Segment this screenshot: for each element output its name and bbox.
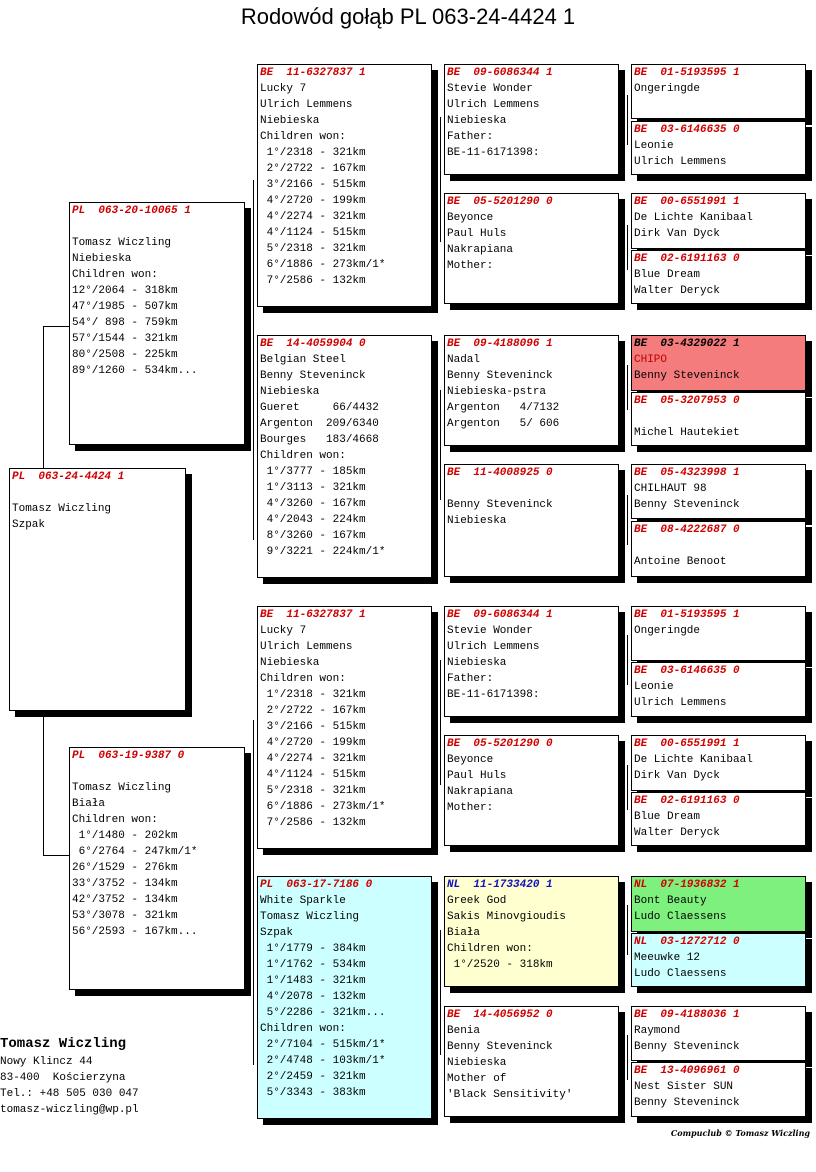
- card-line: Bont Beauty: [634, 895, 707, 907]
- card-line: Niebieska: [72, 253, 132, 265]
- card-line: De Lichte Kanibaal: [634, 212, 753, 224]
- card-line: 56°/2593 - 167km...: [72, 926, 198, 938]
- card-line: Ongeringde: [634, 83, 701, 95]
- card-line: Lucky 7: [260, 83, 307, 95]
- card-line: 9°/3221 - 224km/1*: [260, 546, 386, 558]
- pedigree-great-grandparent-card[interactable]: [444, 193, 619, 304]
- card-line: Nadal: [447, 354, 481, 366]
- card-line: 6°/1886 - 273km/1*: [260, 259, 386, 271]
- ring-number: PL 063-20-10065 1: [72, 205, 191, 217]
- card-line: 1°/3777 - 185km: [260, 466, 366, 478]
- connector-line: [43, 326, 70, 327]
- card-line: [72, 764, 244, 780]
- pedigree-great-grandparent-card[interactable]: [444, 64, 619, 175]
- card-line: Greek God: [447, 895, 507, 907]
- card-line: Mother:: [447, 802, 494, 814]
- ring-number: BE 09-6086344 1: [447, 609, 553, 621]
- card-line: Szpak: [260, 927, 294, 939]
- card-line: Children won:: [260, 450, 346, 462]
- card-line: Father:: [447, 673, 494, 685]
- card-line: Benny Steveninck: [260, 370, 366, 382]
- card-line: 4°/2043 - 224km: [260, 514, 366, 526]
- card-line: Walter Deryck: [634, 285, 720, 297]
- card-line: Stevie Wonder: [447, 625, 533, 637]
- card-line: 7°/2586 - 132km: [260, 817, 366, 829]
- owner-address: Nowy Klincz 44: [0, 1056, 93, 1068]
- card-line: Benia: [447, 1025, 481, 1037]
- pedigree-great-grandparent-card[interactable]: [444, 735, 619, 846]
- card-line: Belgian Steel: [260, 354, 346, 366]
- connector-line: [627, 495, 628, 545]
- card-line: Nakrapiana: [447, 786, 514, 798]
- connector-line: [253, 180, 254, 540]
- connector-line: [627, 95, 628, 145]
- pedigree-gen5-card[interactable]: [631, 933, 806, 987]
- card-line: Children won:: [260, 1023, 346, 1035]
- card-line: Benny Steveninck: [447, 499, 553, 511]
- pedigree-gen5-card[interactable]: [631, 1006, 806, 1061]
- card-line: Ulrich Lemmens: [260, 641, 353, 653]
- card-line: Tomasz Wiczling: [12, 503, 112, 515]
- pedigree-grandparent-card[interactable]: [257, 606, 432, 849]
- footer-credit: Compuclub © Tomasz Wiczling: [670, 1128, 810, 1138]
- card-line: Benny Steveninck: [634, 499, 740, 511]
- card-line: Niebieska: [447, 515, 507, 527]
- card-line: [634, 538, 805, 554]
- card-line: 5°/2318 - 321km: [260, 243, 366, 255]
- card-line: 7°/2586 - 132km: [260, 275, 366, 287]
- card-line: Bourges 183/4668: [260, 434, 379, 446]
- card-line: Tomasz Wiczling: [260, 911, 360, 923]
- card-line: Meeuwke 12: [634, 952, 701, 964]
- card-line: 57°/1544 - 321km: [72, 333, 178, 345]
- card-line: Blue Dream: [634, 811, 701, 823]
- pedigree-subject-card[interactable]: [9, 468, 186, 711]
- connector-line: [43, 855, 70, 856]
- card-line: 'Black Sensitivity': [447, 1089, 573, 1101]
- pedigree-gen5-card[interactable]: [631, 193, 806, 249]
- card-line: Leonie: [634, 140, 674, 152]
- card-line: De Lichte Kanibaal: [634, 754, 753, 766]
- card-line: Michel Hautekiet: [634, 427, 740, 439]
- pedigree-gen5-card[interactable]: [631, 606, 806, 661]
- card-line: 2°/2722 - 167km: [260, 705, 366, 717]
- card-line: 3°/2166 - 515km: [260, 721, 366, 733]
- card-line: 6°/1886 - 273km/1*: [260, 801, 386, 813]
- card-line: [12, 485, 185, 501]
- ring-number: BE 09-4188036 1: [634, 1009, 740, 1021]
- card-line: 1°/1483 - 321km: [260, 975, 366, 987]
- ring-number: PL 063-19-9387 0: [72, 750, 185, 762]
- card-line: CHIPO: [634, 354, 668, 366]
- owner-email[interactable]: tomasz-wiczling@wp.pl: [0, 1104, 139, 1116]
- card-line: Leonie: [634, 681, 674, 693]
- ring-number: PL 063-24-4424 1: [12, 471, 125, 483]
- card-line: Nakrapiana: [447, 244, 514, 256]
- card-line: Niebieska: [447, 1057, 507, 1069]
- card-line: Mother:: [447, 260, 494, 272]
- card-line: BE-11-6171398:: [447, 147, 540, 159]
- ring-number: BE 13-4096961 0: [634, 1065, 740, 1077]
- card-line: Ulrich Lemmens: [447, 641, 540, 653]
- card-line: Ongeringde: [634, 625, 701, 637]
- card-line: Ulrich Lemmens: [634, 156, 727, 168]
- card-line: Walter Deryck: [634, 827, 720, 839]
- card-line: 2°/7104 - 515km/1*: [260, 1039, 386, 1051]
- pedigree-gen5-card[interactable]: [631, 792, 806, 846]
- card-line: 5°/3343 - 383km: [260, 1087, 366, 1099]
- card-line: Lucky 7: [260, 625, 307, 637]
- card-line: Beyonce: [447, 754, 494, 766]
- card-line: 8°/3260 - 167km: [260, 530, 366, 542]
- card-line: Ulrich Lemmens: [260, 99, 353, 111]
- card-line: 5°/2286 - 321km...: [260, 1007, 386, 1019]
- ring-number: NL 07-1936832 1: [634, 879, 740, 891]
- ring-number: BE 01-5193595 1: [634, 609, 740, 621]
- card-line: 12°/2064 - 318km: [72, 285, 178, 297]
- card-line: Ludo Claessens: [634, 968, 727, 980]
- card-line: Szpak: [12, 519, 46, 531]
- ring-number: BE 01-5193595 1: [634, 67, 740, 79]
- card-line: Children won:: [260, 673, 346, 685]
- ring-number: PL 063-17-7186 0: [260, 879, 373, 891]
- card-line: Paul Huls: [447, 228, 507, 240]
- connector-line: [627, 765, 628, 810]
- card-line: 1°/1480 - 202km: [72, 830, 178, 842]
- card-line: 1°/2318 - 321km: [260, 147, 366, 159]
- card-line: 4°/2078 - 132km: [260, 991, 366, 1003]
- card-line: Niebieska: [260, 657, 320, 669]
- card-line: 89°/1260 - 534km...: [72, 365, 198, 377]
- card-line: Benny Steveninck: [634, 370, 740, 382]
- pedigree-gen5-card[interactable]: [631, 521, 806, 577]
- ring-number: BE 09-4188096 1: [447, 338, 553, 350]
- card-line: 26°/1529 - 276km: [72, 862, 178, 874]
- pedigree-gen5-card[interactable]: [631, 392, 806, 446]
- card-line: Benny Steveninck: [447, 1041, 553, 1053]
- ring-number: BE 08-4222687 0: [634, 524, 740, 536]
- ring-number: BE 03-6146635 0: [634, 124, 740, 136]
- card-line: 2°/4748 - 103km/1*: [260, 1055, 386, 1067]
- pedigree-grandparent-card[interactable]: [257, 876, 432, 1119]
- card-line: 4°/1124 - 515km: [260, 769, 366, 781]
- pedigree-grandparent-card[interactable]: [257, 335, 432, 578]
- ring-number: BE 05-5201290 0: [447, 738, 553, 750]
- card-line: [447, 481, 618, 497]
- card-line: Mother of: [447, 1073, 507, 1085]
- connector-line: [627, 1035, 628, 1080]
- pedigree-gen5-card[interactable]: [631, 735, 806, 791]
- ring-number: NL 11-1733420 1: [447, 879, 553, 891]
- ring-number: BE 05-3207953 0: [634, 395, 740, 407]
- card-line: Children won:: [447, 943, 533, 955]
- pedigree-gen5-card[interactable]: [631, 335, 806, 391]
- card-line: Niebieska: [447, 657, 507, 669]
- pedigree-great-grandparent-card[interactable]: [444, 464, 619, 577]
- card-line: Ulrich Lemmens: [447, 99, 540, 111]
- card-line: Benny Steveninck: [634, 1041, 740, 1053]
- card-line: 4°/2720 - 199km: [260, 195, 366, 207]
- card-line: 5°/2318 - 321km: [260, 785, 366, 797]
- ring-number: BE 00-6551991 1: [634, 738, 740, 750]
- ring-number: BE 00-6551991 1: [634, 196, 740, 208]
- connector-line: [440, 390, 441, 500]
- card-line: 4°/2274 - 321km: [260, 753, 366, 765]
- card-line: Tomasz Wiczling: [72, 237, 172, 249]
- card-line: Argenton 4/7132: [447, 402, 560, 414]
- card-line: Benny Steveninck: [447, 370, 553, 382]
- card-line: 4°/3260 - 167km: [260, 498, 366, 510]
- pedigree-great-grandparent-card[interactable]: [444, 1006, 619, 1117]
- pedigree-gen5-card[interactable]: [631, 464, 806, 519]
- card-line: Niebieska: [447, 115, 507, 127]
- card-line: 42°/3752 - 134km: [72, 894, 178, 906]
- ring-number: BE 11-6327837 1: [260, 609, 366, 621]
- connector-line: [627, 365, 628, 410]
- card-line: [72, 219, 244, 235]
- ring-number: BE 09-6086344 1: [447, 67, 553, 79]
- card-line: 4°/2274 - 321km: [260, 211, 366, 223]
- card-line: Children won:: [72, 814, 158, 826]
- card-line: Blue Dream: [634, 269, 701, 281]
- pedigree-gen5-card[interactable]: [631, 121, 806, 175]
- card-line: Children won:: [72, 269, 158, 281]
- ring-number: BE 03-4329022 1: [634, 338, 740, 350]
- pedigree-father-card[interactable]: [69, 202, 245, 445]
- card-line: Raymond: [634, 1025, 681, 1037]
- connector-line: [627, 225, 628, 270]
- connector-line: [627, 635, 628, 685]
- card-line: Antoine Benoot: [634, 556, 727, 568]
- connector-line: [440, 930, 441, 1055]
- pedigree-great-grandparent-card[interactable]: [444, 606, 619, 717]
- card-line: 80°/2508 - 225km: [72, 349, 178, 361]
- connector-line: [627, 905, 628, 955]
- ring-number: BE 11-4008925 0: [447, 467, 553, 479]
- card-line: [634, 409, 805, 425]
- card-line: 4°/2720 - 199km: [260, 737, 366, 749]
- ring-number: BE 03-6146635 0: [634, 665, 740, 677]
- pedigree-gen5-card[interactable]: [631, 250, 806, 304]
- card-line: 2°/2459 - 321km: [260, 1071, 366, 1083]
- ring-number: BE 14-4059904 0: [260, 338, 366, 350]
- card-line: 33°/3752 - 134km: [72, 878, 178, 890]
- card-line: Paul Huls: [447, 770, 507, 782]
- card-line: Ulrich Lemmens: [634, 697, 727, 709]
- connector-line: [440, 660, 441, 785]
- card-line: 4°/1124 - 515km: [260, 227, 366, 239]
- card-line: CHILHAUT 98: [634, 483, 707, 495]
- card-line: Beyonce: [447, 212, 494, 224]
- card-line: Dirk Van Dyck: [634, 228, 720, 240]
- page-title: Rodowód gołąb PL 063-24-4424 1: [240, 4, 576, 29]
- card-line: 6°/2764 - 247km/1*: [72, 846, 198, 858]
- pedigree-grandparent-card[interactable]: [257, 64, 432, 307]
- card-line: Stevie Wonder: [447, 83, 533, 95]
- card-line: Children won:: [260, 131, 346, 143]
- pedigree-great-grandparent-card[interactable]: [444, 876, 619, 987]
- owner-name: Tomasz Wiczling: [0, 1036, 127, 1052]
- pedigree-gen5-card[interactable]: [631, 64, 806, 119]
- ring-number: BE 02-6191163 0: [634, 253, 740, 265]
- card-line: Gueret 66/4432: [260, 402, 379, 414]
- pedigree-mother-card[interactable]: [69, 747, 245, 990]
- owner-info: [0, 1034, 139, 1118]
- card-line: 3°/2166 - 515km: [260, 179, 366, 191]
- card-line: Dirk Van Dyck: [634, 770, 720, 782]
- owner-city: 83-400 Kościerzyna: [0, 1072, 126, 1084]
- card-line: BE-11-6171398:: [447, 689, 540, 701]
- pedigree-great-grandparent-card[interactable]: [444, 335, 619, 446]
- card-line: 1°/3113 - 321km: [260, 482, 366, 494]
- card-line: Father:: [447, 131, 494, 143]
- card-line: Nest Sister SUN: [634, 1081, 734, 1093]
- card-line: 1°/1779 - 384km: [260, 943, 366, 955]
- card-line: 1°/2520 - 318km: [447, 959, 553, 971]
- card-line: 1°/2318 - 321km: [260, 689, 366, 701]
- card-line: White Sparkle: [260, 895, 346, 907]
- ring-number: BE 05-5201290 0: [447, 196, 553, 208]
- connector-line: [440, 117, 441, 242]
- ring-number: BE 05-4323998 1: [634, 467, 740, 479]
- card-line: Ludo Claessens: [634, 911, 727, 923]
- pedigree-gen5-card[interactable]: [631, 876, 806, 932]
- ring-number: BE 11-6327837 1: [260, 67, 366, 79]
- ring-number: BE 02-6191163 0: [634, 795, 740, 807]
- pedigree-gen5-card[interactable]: [631, 662, 806, 717]
- card-line: Niebieska-pstra: [447, 386, 547, 398]
- card-line: Argenton 5/ 606: [447, 418, 560, 430]
- card-line: Biała: [447, 927, 481, 939]
- pedigree-gen5-card[interactable]: [631, 1062, 806, 1117]
- card-line: Argenton 209/6340: [260, 418, 379, 430]
- card-line: Sakis Minovgioudis: [447, 911, 566, 923]
- card-line: 53°/3078 - 321km: [72, 910, 178, 922]
- card-line: 47°/1985 - 507km: [72, 301, 178, 313]
- ring-number: NL 03-1272712 0: [634, 936, 740, 948]
- card-line: 2°/2722 - 167km: [260, 163, 366, 175]
- connector-line: [253, 720, 254, 1065]
- card-line: Tomasz Wiczling: [72, 782, 172, 794]
- owner-phone: Tel.: +48 505 030 047: [0, 1088, 139, 1100]
- card-line: Biała: [72, 798, 106, 810]
- ring-number: BE 14-4056952 0: [447, 1009, 553, 1021]
- card-line: 1°/1762 - 534km: [260, 959, 366, 971]
- card-line: Niebieska: [260, 386, 320, 398]
- card-line: 54°/ 898 - 759km: [72, 317, 178, 329]
- card-line: Niebieska: [260, 115, 320, 127]
- card-line: Benny Steveninck: [634, 1097, 740, 1109]
